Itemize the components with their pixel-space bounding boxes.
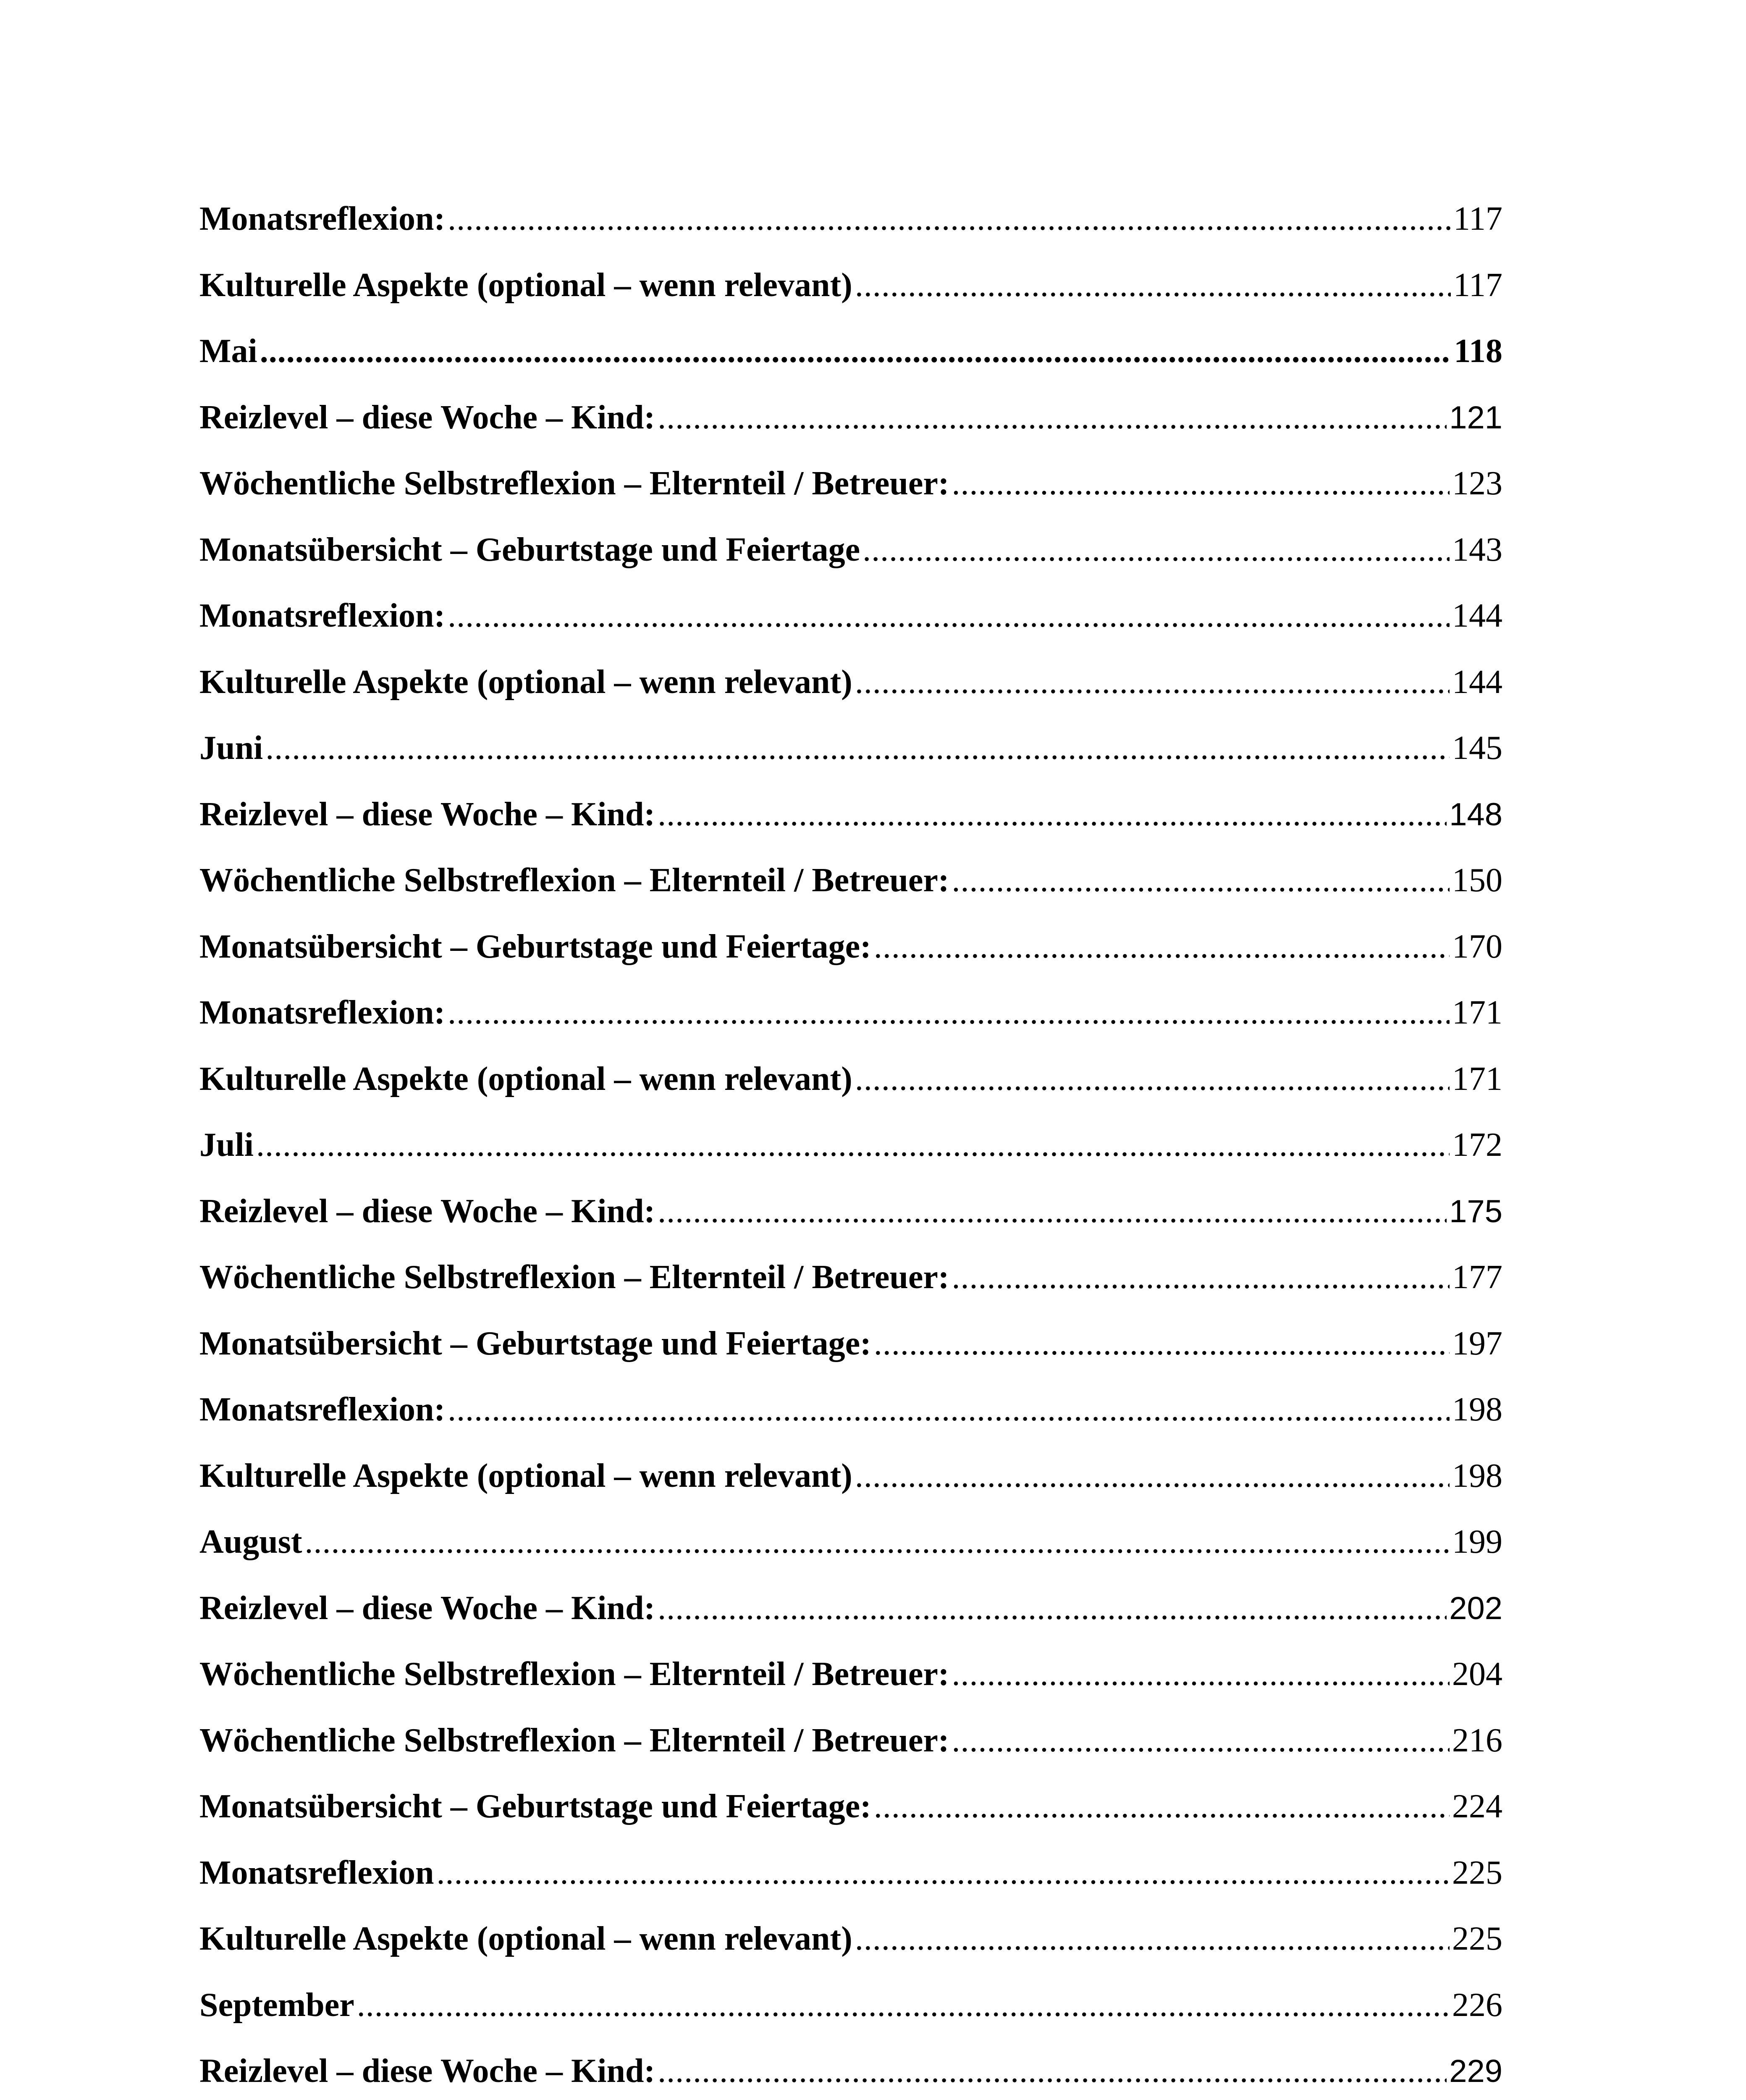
toc-entry-title: Reizlevel – diese Woche – Kind: <box>199 1192 655 1230</box>
toc-entry-page: 175 <box>1449 1193 1502 1229</box>
toc-entry-title: Reizlevel – diese Woche – Kind: <box>199 795 655 833</box>
toc-entry <box>199 980 1502 1046</box>
toc-entry-page: 144 <box>1452 663 1502 701</box>
toc-entry-title: Juni <box>199 730 263 766</box>
toc-entry <box>199 186 1502 252</box>
toc-dot-leader <box>658 1575 1447 1642</box>
toc-entry <box>199 2038 1502 2100</box>
toc-entry-page: 202 <box>1449 1590 1502 1626</box>
toc-dot-leader <box>448 583 1450 649</box>
toc-entry-title: Reizlevel – diese Woche – Kind: <box>199 1589 655 1627</box>
toc-entry <box>199 1708 1502 1774</box>
toc-dot-leader <box>448 186 1451 252</box>
toc-entry-page: 225 <box>1452 1854 1502 1891</box>
toc-dot-leader <box>260 318 1452 385</box>
toc-dot-leader <box>874 1311 1450 1377</box>
toc-entry <box>199 914 1502 980</box>
toc-entry-page: 170 <box>1452 928 1502 965</box>
toc-dot-leader <box>952 1244 1450 1311</box>
toc-dot-leader <box>952 1708 1450 1774</box>
toc-entry <box>199 1972 1502 2039</box>
toc-entry-title: Monatsübersicht – Geburtstage und Feiertage: <box>199 1788 871 1825</box>
toc-entry-title: August <box>199 1523 302 1560</box>
toc-entry <box>199 848 1502 914</box>
toc-entry <box>199 517 1502 583</box>
toc-entry <box>199 1575 1502 1642</box>
toc-entry <box>199 1840 1502 1906</box>
toc-entry <box>199 1443 1502 1509</box>
toc-entry <box>199 252 1502 319</box>
toc-entry-page: 226 <box>1452 1986 1502 2024</box>
toc-entry-title: Monatsreflexion: <box>199 200 446 237</box>
toc-entry-page: 225 <box>1452 1920 1502 1957</box>
toc-dot-leader <box>863 517 1450 583</box>
toc-entry-page: 177 <box>1452 1259 1502 1296</box>
toc-dot-leader <box>265 715 1450 782</box>
toc-entry-page: 198 <box>1452 1457 1502 1494</box>
toc-entry-page: 171 <box>1452 1060 1502 1097</box>
toc-dot-leader <box>256 1112 1450 1179</box>
toc-dot-leader <box>658 782 1447 848</box>
toc-dot-leader <box>874 1774 1450 1840</box>
toc-dot-leader <box>952 1641 1450 1708</box>
toc-dot-leader <box>448 1377 1450 1443</box>
toc-entry-title: Juli <box>199 1126 254 1163</box>
toc-entry-page: 199 <box>1452 1523 1502 1560</box>
toc-entry-title: Monatsreflexion: <box>199 994 446 1031</box>
toc-entry <box>199 1112 1502 1179</box>
toc-entry-title: Reizlevel – diese Woche – Kind: <box>199 399 655 436</box>
toc-entry-title: Monatsreflexion <box>199 1854 434 1891</box>
toc-entry-page: 143 <box>1452 531 1502 568</box>
toc-entry-title: Kulturelle Aspekte (optional – wenn relevant) <box>199 266 852 304</box>
toc-entry-title: Wöchentliche Selbstreflexion – Elternteil / Betreuer: <box>199 465 949 502</box>
toc-entry-title: Monatsübersicht – Geburtstage und Feiertage <box>199 531 860 568</box>
toc-entry-page: 171 <box>1452 994 1502 1031</box>
toc-dot-leader <box>855 1443 1450 1509</box>
toc-entry-page: 216 <box>1452 1722 1502 1759</box>
toc-entry <box>199 1509 1502 1575</box>
toc-entry <box>199 318 1502 385</box>
toc-entry-page: 224 <box>1452 1788 1502 1825</box>
toc-entry-page: 145 <box>1452 730 1502 766</box>
toc-entry-title: Monatsübersicht – Geburtstage und Feiertage: <box>199 1325 871 1362</box>
toc-entry-title: Wöchentliche Selbstreflexion – Elternteil / Betreuer: <box>199 1259 949 1296</box>
toc-entry-title: Wöchentliche Selbstreflexion – Elternteil / Betreuer: <box>199 1656 949 1693</box>
toc-entry-title: Mai <box>199 333 257 370</box>
toc-dot-leader <box>952 848 1450 914</box>
toc-entry-page: 118 <box>1454 333 1502 370</box>
toc-entry <box>199 715 1502 782</box>
toc-entry <box>199 1311 1502 1377</box>
toc-entry <box>199 385 1502 451</box>
toc-entry-title: Kulturelle Aspekte (optional – wenn relevant) <box>199 1457 852 1494</box>
toc-entry-page: 172 <box>1452 1126 1502 1163</box>
toc-entry-page: 148 <box>1449 796 1502 832</box>
toc-entry <box>199 649 1502 716</box>
toc-entry-title: Monatsreflexion: <box>199 1391 446 1428</box>
toc-entry-title: Kulturelle Aspekte (optional – wenn relevant) <box>199 1060 852 1097</box>
table-of-contents <box>199 186 1502 2100</box>
toc-entry-page: 117 <box>1453 266 1502 304</box>
toc-entry <box>199 1179 1502 1245</box>
toc-entry-title: September <box>199 1986 354 2024</box>
toc-entry <box>199 451 1502 517</box>
toc-entry-title: Monatsübersicht – Geburtstage und Feiertage: <box>199 928 871 965</box>
toc-dot-leader <box>436 1840 1450 1906</box>
toc-entry-title: Reizlevel – diese Woche – Kind: <box>199 2053 655 2090</box>
toc-entry-page: 117 <box>1453 200 1502 237</box>
toc-dot-leader <box>855 252 1451 319</box>
toc-entry-title: Monatsreflexion: <box>199 597 446 634</box>
toc-entry <box>199 1244 1502 1311</box>
toc-entry-page: 150 <box>1452 862 1502 899</box>
toc-entry <box>199 583 1502 649</box>
toc-dot-leader <box>952 451 1450 517</box>
toc-dot-leader <box>658 1179 1447 1245</box>
toc-entry <box>199 1046 1502 1113</box>
toc-entry <box>199 1906 1502 1972</box>
toc-dot-leader <box>448 980 1450 1046</box>
toc-dot-leader <box>305 1509 1450 1575</box>
toc-dot-leader <box>658 385 1447 451</box>
toc-entry-page: 229 <box>1449 2053 1502 2089</box>
toc-entry-page: 121 <box>1449 399 1502 436</box>
toc-entry <box>199 782 1502 848</box>
toc-dot-leader <box>855 649 1450 716</box>
toc-entry-page: 198 <box>1452 1391 1502 1428</box>
toc-entry <box>199 1774 1502 1840</box>
toc-entry-title: Kulturelle Aspekte (optional – wenn relevant) <box>199 1920 852 1957</box>
toc-entry <box>199 1377 1502 1443</box>
toc-dot-leader <box>658 2038 1447 2100</box>
toc-entry-title: Wöchentliche Selbstreflexion – Elternteil / Betreuer: <box>199 862 949 899</box>
toc-entry-title: Kulturelle Aspekte (optional – wenn relevant) <box>199 663 852 701</box>
toc-entry-title: Wöchentliche Selbstreflexion – Elternteil / Betreuer: <box>199 1722 949 1759</box>
toc-dot-leader <box>855 1046 1450 1113</box>
toc-entry <box>199 1641 1502 1708</box>
toc-entry-page: 197 <box>1452 1325 1502 1362</box>
toc-dot-leader <box>874 914 1450 980</box>
toc-dot-leader <box>357 1972 1450 2039</box>
toc-entry-page: 204 <box>1452 1656 1502 1693</box>
toc-entry-page: 123 <box>1452 465 1502 502</box>
toc-dot-leader <box>855 1906 1450 1972</box>
toc-entry-page: 144 <box>1452 597 1502 634</box>
